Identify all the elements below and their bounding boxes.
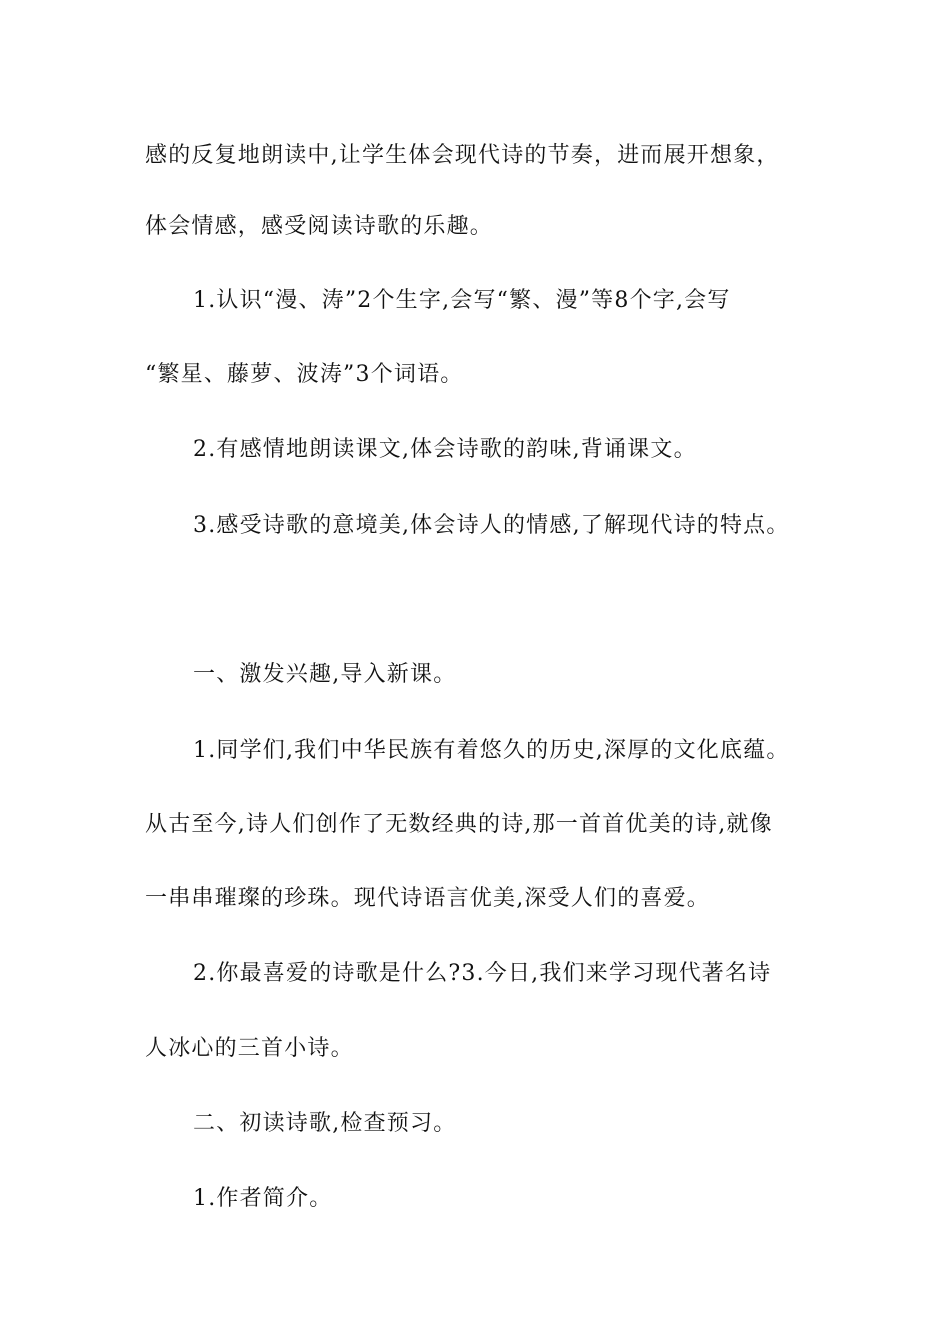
paragraph-line: 人冰心的三首小诗。 [145,1036,354,1061]
section-heading: 二、初读诗歌,检查预习。 [193,1111,457,1136]
paragraph-line: 2.你最喜爱的诗歌是什么?3.今日,我们来学习现代著名诗 [193,961,772,986]
objective-line: “繁星、藤萝、波涛”3个词语。 [145,362,464,387]
paragraph-line: 体会情感，感受阅读诗歌的乐趣。 [145,214,494,239]
objective-line: 2.有感情地朗读课文,体会诗歌的韵味,背诵课文。 [193,437,697,462]
paragraph-line: 1.作者简介。 [193,1186,333,1211]
section-heading: 一、激发兴趣,导入新课。 [193,662,457,687]
paragraph-line: 感的反复地朗读中,让学生体会现代诗的节奏，进而展开想象， [145,143,780,168]
objective-line: 3.感受诗歌的意境美,体会诗人的情感,了解现代诗的特点。 [193,513,790,538]
paragraph-line: 1.同学们,我们中华民族有着悠久的历史,深厚的文化底蕴。 [193,738,790,763]
objective-line: 1.认识“漫、涛”2个生字,会写“繁、漫”等8个字,会写 [193,288,731,313]
paragraph-line: 从古至今,诗人们创作了无数经典的诗,那一首首优美的诗,就像 [145,812,773,837]
paragraph-line: 一串串璀璨的珍珠。现代诗语言优美,深受人们的喜爱。 [145,886,710,911]
